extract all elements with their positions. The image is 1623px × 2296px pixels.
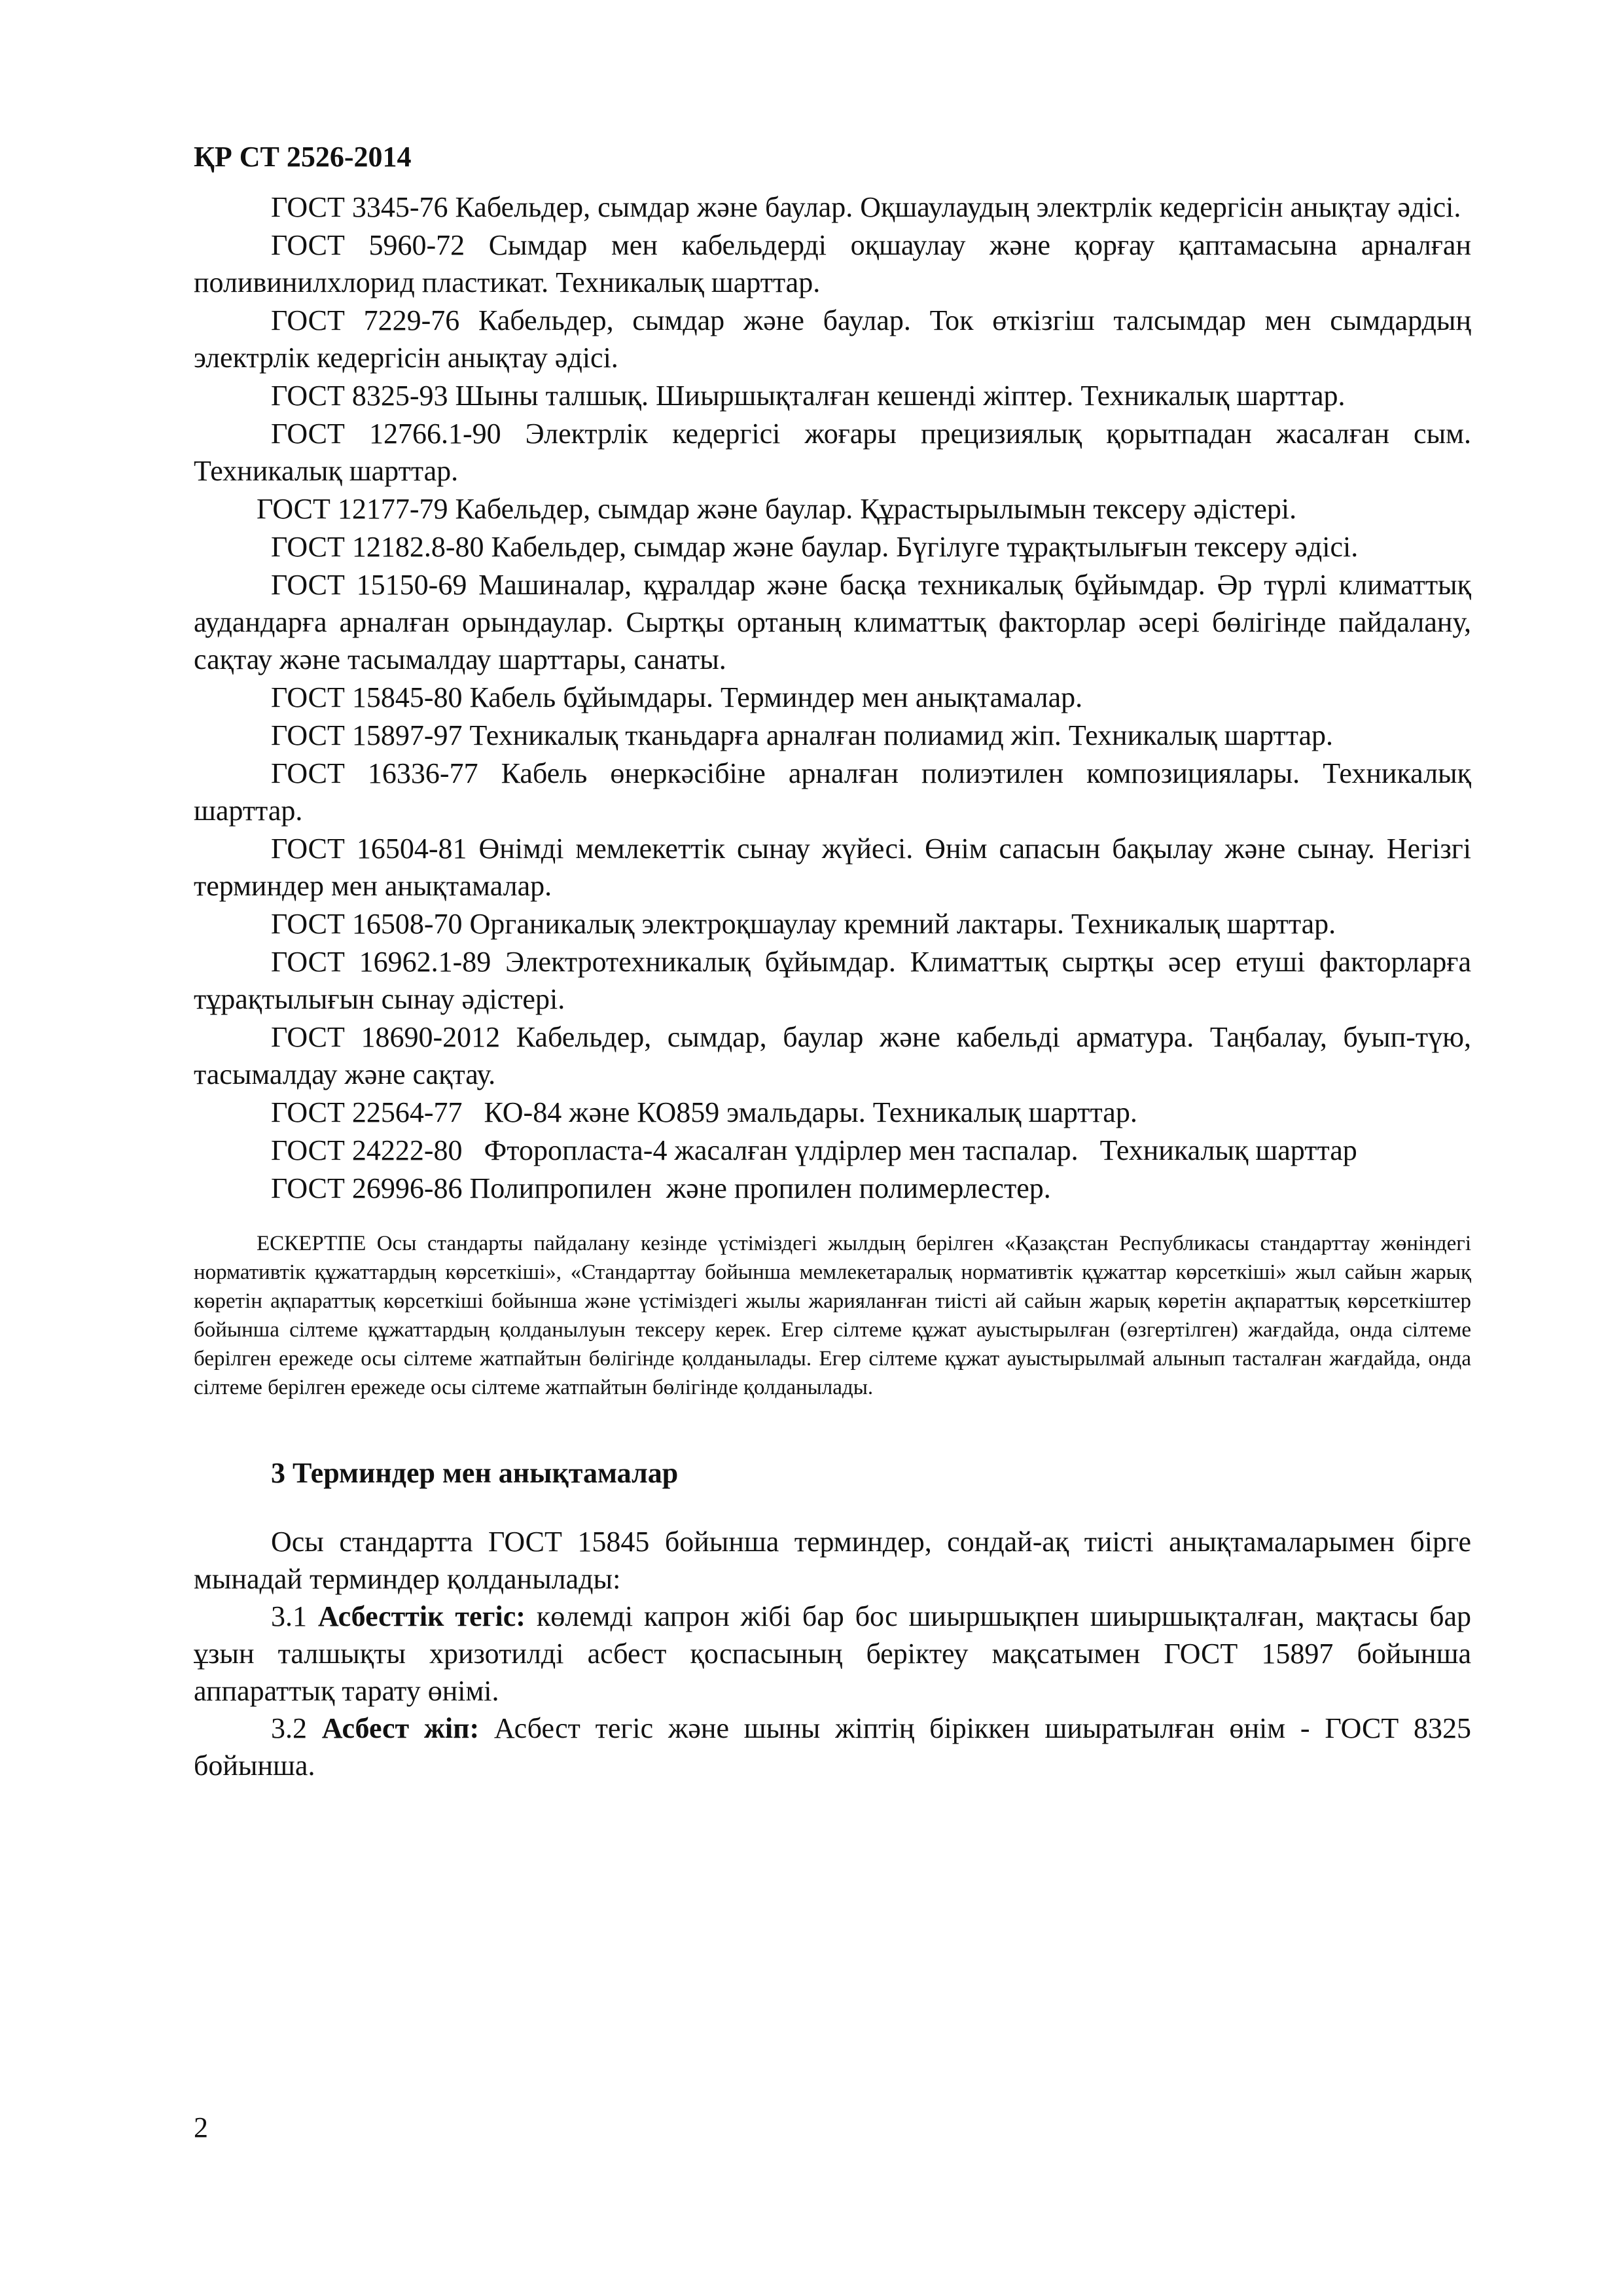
reference-gost-12182: ГОСТ 12182.8-80 Кабельдер, сымдар және баулар. Бүгілуге тұрақтылығын тексеру әдісі. xyxy=(271,531,1359,563)
term-number: 3.2 xyxy=(271,1712,307,1744)
page-number: 2 xyxy=(194,2111,208,2144)
reference-gost-24222: ГОСТ 24222-80 Фторопласта-4 жасалған үлдірлер мен таспалар. Техникалық шарттар xyxy=(271,1134,1357,1166)
reference-gost-16504: ГОСТ 16504-81 Өнімді мемлекеттік сынау жүйесі. Өнім сапасын бақылау және сынау. Негізгі терминдер мен анықтамалар. xyxy=(194,833,1471,902)
term-title: Асбесттік тегіс: xyxy=(317,1600,526,1632)
reference-gost-26996: ГОСТ 26996-86 Полипропилен және пропилен полимерлестер. xyxy=(271,1172,1051,1204)
section-heading-terms: 3 Терминдер мен анықтамалар xyxy=(271,1457,679,1489)
reference-gost-12177: ГОСТ 12177-79 Кабельдер, сымдар және баулар. Құрастырылымын тексеру әдістері. xyxy=(257,493,1297,525)
standard-code-header: ҚР СТ 2526-2014 xyxy=(194,141,412,173)
reference-gost-15150: ГОСТ 15150-69 Машиналар, құралдар және басқа техникалық бұйымдар. Әр түрлі климаттық аудандарға арналған орындаулар. Сыртқы ортаның климаттық факторлар әсері бөлігінде пайдалану, сақтау және тасымалдау шарттары, санаты. xyxy=(194,569,1471,675)
reference-gost-7229: ГОСТ 7229-76 Кабельдер, сымдар және баулар. Ток өткізгіш талсымдар мен сымдардың электрлік кедергісін анықтау әдісі. xyxy=(194,304,1471,374)
standard-usage-note: ЕСКЕРТПЕ Осы стандарты пайдалану кезінде үстіміздегі жылдың берілген «Қазақстан Республикасы стандарттау жөніндегі нормативтік құжаттардың көрсеткіші», «Стандарттау бойынша мемлекетаралық нормативтік құжаттар көрсеткіші» жыл сайын жарық көретін ақпараттық көрсеткіші бойынша және үстіміздегі жылы жарияланған тиісті ай сайын жарық көретін ақпараттық көрсеткіштер бойынша сілтеме құжаттардың қолданылуын тексеру керек. Егер сілтеме құжат ауыстырылған (өзгертілген) жағдайда, онда сілтеме берілген ережеде осы сілтеме жатпайтын бөлігінде қолданылады. Егер сілтеме құжат ауыстырылмай алынып тасталған жағдайда, онда сілтеме берілген ережеде осы сілтеме жатпайтын бөлігінде қолданылады. xyxy=(194,1232,1471,1399)
reference-gost-18690: ГОСТ 18690-2012 Кабельдер, сымдар, баулар және кабельді арматура. Таңбалау, буып-түю, тасымалдау және сақтау. xyxy=(194,1021,1471,1090)
term-definition-3-1 xyxy=(194,1598,1471,1710)
reference-gost-16508: ГОСТ 16508-70 Органикалық электроқшаулау кремний лактары. Техникалық шарттар. xyxy=(271,908,1336,940)
term-number: 3.1 xyxy=(271,1600,307,1632)
section-intro: Осы стандартта ГОСТ 15845 бойынша терминдер, сондай-ақ тиісті анықтамаларымен бірге мынадай терминдер қолданылады: xyxy=(194,1526,1471,1595)
reference-gost-16336: ГОСТ 16336-77 Кабель өнеркәсібіне арналған полиэтилен композициялары. Техникалық шарттар. xyxy=(194,757,1471,827)
reference-gost-5960: ГОСТ 5960-72 Сымдар мен кабельдерді оқшаулау және қорғау қаптамасына арналған поливинилхлорид пластикат. Техникалық шарттар. xyxy=(194,229,1471,298)
term-text: Асбест тегіс және шыны жіптің біріккен шиыратылған өнім - ГОСТ 8325 бойынша. xyxy=(194,1712,1472,1782)
reference-gost-8325: ГОСТ 8325-93 Шыны талшық. Шиыршықталған кешенді жіптер. Техникалық шарттар. xyxy=(271,380,1346,412)
reference-gost-22564: ГОСТ 22564-77 КО-84 және КО859 эмальдары. Техникалық шарттар. xyxy=(271,1096,1137,1128)
reference-gost-16962: ГОСТ 16962.1-89 Электротехникалық бұйымдар. Климаттық сыртқы әсер етуші факторларға тұрақтылығын сынау әдістері. xyxy=(194,946,1471,1015)
term-text: көлемді капрон жібі бар бос шиыршықпен шиыршықталған, мақтасы бар ұзын талшықты хризотилді асбест қоспасының беріктеу мақсатымен ГОСТ 15897 бойынша аппараттық тарату өнімі. xyxy=(194,1600,1472,1707)
reference-gost-12766: ГОСТ 12766.1-90 Электрлік кедергісі жоғары прецизиялық қорытпадан жасалған сым. Техникалық шарттар. xyxy=(194,418,1471,487)
reference-gost-15845: ГОСТ 15845-80 Кабель бұйымдары. Терминдер мен анықтамалар. xyxy=(271,681,1083,713)
reference-gost-3345: ГОСТ 3345-76 Кабельдер, сымдар және баулар. Оқшаулаудың электрлік кедергісін анықтау әдісі. xyxy=(271,191,1461,223)
term-definition-3-2 xyxy=(194,1710,1471,1784)
term-title: Асбест жіп: xyxy=(321,1712,480,1744)
document-body xyxy=(194,188,1471,1784)
reference-gost-15897: ГОСТ 15897-97 Техникалық тканьдарға арналған полиамид жіп. Техникалық шарттар. xyxy=(271,719,1334,751)
